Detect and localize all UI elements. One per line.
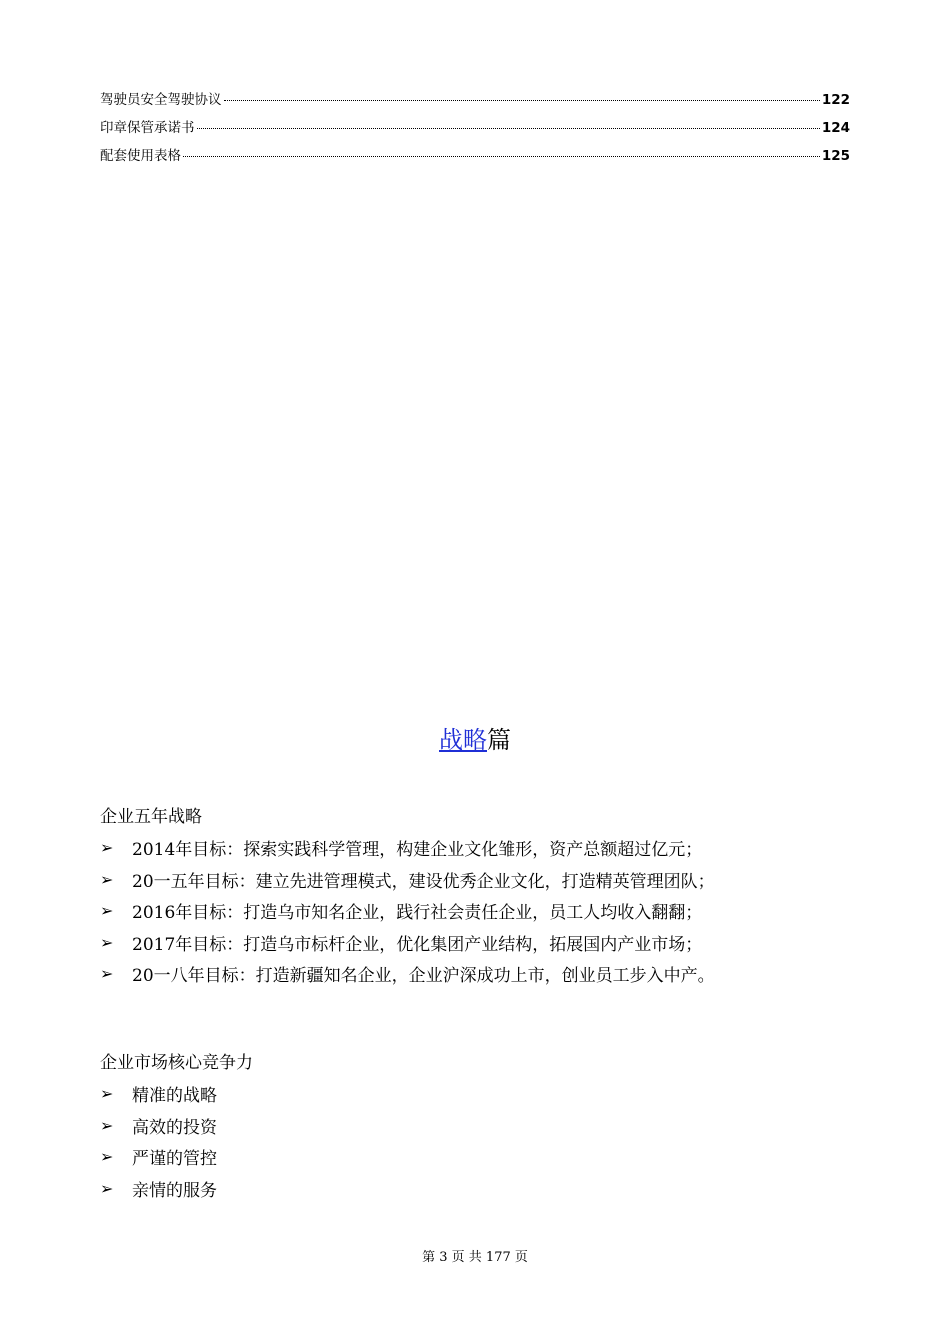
toc-entry-title: 驾驶员安全驾驶协议	[100, 92, 222, 108]
list-item-text: 20一五年目标：建立先进管理模式，建设优秀企业文化，打造精英管理团队；	[132, 871, 715, 892]
arrow-bullet-icon: ➢	[100, 1115, 114, 1135]
list-item	[100, 1141, 860, 1173]
toc-entry[interactable]	[100, 116, 850, 144]
toc-dot-leader	[224, 100, 820, 101]
arrow-bullet-icon: ➢	[100, 964, 114, 984]
list-item-text: 精准的战略	[132, 1086, 217, 1107]
toc-entry[interactable]	[100, 144, 850, 172]
arrow-bullet-icon: ➢	[100, 1178, 114, 1198]
section-title: 企业市场核心竞争力	[100, 1053, 253, 1073]
toc-dot-leader	[197, 128, 820, 129]
list-item	[100, 832, 860, 864]
strategy-section	[100, 802, 860, 990]
section-title: 企业五年战略	[100, 807, 202, 827]
list-item-text: 高效的投资	[132, 1117, 217, 1138]
list-item	[100, 958, 860, 990]
list-item-text: 2017年目标：打造乌市标杆企业，优化集团产业结构，拓展国内产业市场；	[132, 934, 703, 955]
list-item-text: 亲情的服务	[132, 1180, 217, 1201]
list-item-text: 2016年目标：打造乌市知名企业，践行社会责任企业，员工人均收入翻翻；	[132, 903, 703, 924]
arrow-bullet-icon: ➢	[100, 838, 114, 858]
list-item-text: 严谨的管控	[132, 1149, 217, 1170]
chapter-heading-link[interactable]: 战略	[439, 726, 487, 754]
page-footer: 第 3 页 共 177 页	[422, 1250, 528, 1265]
chapter-heading	[0, 720, 950, 755]
arrow-bullet-icon: ➢	[100, 932, 114, 952]
list-item	[100, 1110, 860, 1142]
list-item	[100, 864, 860, 896]
chapter-heading-suffix: 篇	[487, 726, 511, 754]
arrow-bullet-icon: ➢	[100, 1084, 114, 1104]
toc-entry-page: 122	[821, 92, 850, 108]
arrow-bullet-icon: ➢	[100, 869, 114, 889]
toc-entry-title: 印章保管承诺书	[100, 120, 195, 136]
list-item	[100, 1173, 860, 1205]
list-item	[100, 895, 860, 927]
competency-section	[100, 1048, 860, 1204]
list-item-text: 20一八年目标：打造新疆知名企业，企业沪深成功上市，创业员工步入中产。	[132, 966, 715, 987]
list-item	[100, 927, 860, 959]
arrow-bullet-icon: ➢	[100, 901, 114, 921]
table-of-contents	[100, 88, 850, 172]
toc-entry-page: 124	[821, 120, 850, 136]
toc-entry[interactable]	[100, 88, 850, 116]
list-item	[100, 1078, 860, 1110]
toc-entry-page: 125	[821, 148, 850, 164]
arrow-bullet-icon: ➢	[100, 1147, 114, 1167]
toc-entry-title: 配套使用表格	[100, 148, 181, 164]
toc-dot-leader	[183, 156, 820, 157]
list-item-text: 2014年目标：探索实践科学管理，构建企业文化雏形，资产总额超过亿元；	[132, 840, 703, 861]
